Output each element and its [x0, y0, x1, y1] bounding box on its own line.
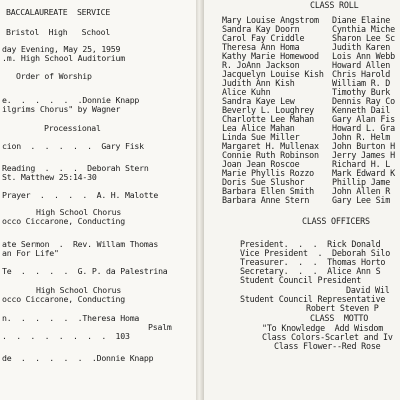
- class-roll-heading: CLASS ROLL: [310, 0, 359, 10]
- roll-name-right: Kenneth Dail: [332, 105, 391, 115]
- officer-line: Student Council President: [240, 275, 362, 285]
- scripture-passage: St. Matthew 25:14-30: [2, 172, 97, 182]
- roll-name-right: Mark Edward K: [332, 168, 395, 178]
- roll-name-right: Howard Allen: [332, 60, 391, 70]
- roll-name-right: Cynthia Miche: [332, 24, 395, 34]
- postlude-line: de . . . . . .Donnie Knapp: [2, 353, 154, 363]
- roll-name-left: Carol Fay Criddle: [222, 33, 305, 43]
- order-of-worship-heading: Order of Worship: [16, 71, 92, 81]
- scripture-reading-line: Reading . . . Deborah Stern: [2, 163, 149, 173]
- motto-line: Class Colors-Scarlet and Iv: [262, 332, 393, 342]
- roll-name-right: Gary Lee Sim: [332, 195, 391, 205]
- program-page: [0, 0, 196, 400]
- roll-name-right: Sharon Lee Sc: [332, 33, 395, 43]
- school-name: Bristol High School: [6, 27, 111, 37]
- roll-name-right: William R. D: [332, 78, 391, 88]
- service-location: .m. High School Auditorium: [2, 53, 125, 63]
- roll-name-left: Jacquelyn Louise Kish: [222, 69, 324, 79]
- officer-line: Student Council Representative: [240, 294, 386, 304]
- roll-name-right: John R. Helm: [332, 132, 391, 142]
- officer-line: Secretary. . . Alice Ann S: [240, 266, 381, 276]
- roll-name-right: Jerry James H: [332, 150, 395, 160]
- officer-line: David Wil: [346, 285, 390, 295]
- roll-name-right: Phillip Jame: [332, 177, 391, 187]
- roll-name-left: Judith Ann Kish: [222, 78, 295, 88]
- benediction-line: n. . . . . .Theresa Homa: [2, 313, 140, 323]
- officer-line: Treasurer. . . Thomas Horto: [240, 257, 386, 267]
- invocation-line: cion . . . . . Gary Fisk: [2, 141, 144, 151]
- roll-name-left: Beverly L. Loughrey: [222, 105, 315, 115]
- roll-name-left: Mary Louise Angstrom: [222, 15, 319, 25]
- psalm-label: Psalm: [148, 322, 172, 332]
- prayer-line: Prayer . . . . A. H. Malotte: [2, 190, 159, 200]
- roll-name-left: Barbara Anne Stern: [222, 195, 310, 205]
- roll-name-right: Dennis Ray Co: [332, 96, 395, 106]
- roll-name-left: Sandra Kay Doorn: [222, 24, 300, 34]
- class-officers-heading: CLASS OFFICERS: [302, 216, 370, 226]
- prelude-line: e. . . . . .Donnie Knapp: [2, 95, 140, 105]
- conductor-credit: occo Ciccarone, Conducting: [2, 216, 125, 226]
- roll-name-left: Charlotte Lee Mahan: [222, 114, 315, 124]
- motto-line: "To Knowledge Add Wisdom: [262, 323, 384, 333]
- roll-name-right: Timothy Burk: [332, 87, 391, 97]
- sermon-title: an For Life": [2, 248, 59, 258]
- service-date: day Evening, May 25, 1959: [2, 44, 121, 54]
- roll-name-left: R. JoAnn Jackson: [222, 60, 300, 70]
- roll-name-right: John Allen R: [332, 186, 391, 196]
- roll-name-right: Diane Elaine: [332, 15, 391, 25]
- page-fold: [196, 0, 204, 400]
- roll-name-right: Chris Harold: [332, 69, 391, 79]
- roll-name-right: Gary Alan Fis: [332, 114, 395, 124]
- roll-name-left: Joan Jean Roscoe: [222, 159, 300, 169]
- roll-name-left: Barbara Ellen Smith: [222, 186, 315, 196]
- roll-name-left: Theresa Ann Homa: [222, 42, 300, 52]
- processional-heading: Processional: [44, 123, 101, 133]
- sermon-line: ate Sermon . Rev. Willam Thomas: [2, 239, 159, 249]
- roll-name-right: Lois Ann Webb: [332, 51, 395, 61]
- class-roll-page: [204, 0, 400, 400]
- roll-name-right: John Burton H: [332, 141, 395, 151]
- roll-name-right: Howard L. Gra: [332, 123, 395, 133]
- roll-name-left: Margaret H. Mullenax: [222, 141, 319, 151]
- officer-line: Vice President . Deborah Silo: [240, 248, 391, 258]
- roll-name-left: Alice Kuhn: [222, 87, 271, 97]
- roll-name-right: Richard H. L: [332, 159, 391, 169]
- roll-name-left: Linda Sue Miller: [222, 132, 300, 142]
- service-title: BACCALAUREATE SERVICE: [6, 7, 111, 17]
- class-motto-heading: CLASS MOTTO: [310, 313, 369, 323]
- roll-name-left: Sandra Kaye Lew: [222, 96, 295, 106]
- chorus-credit-2: High School Chorus: [36, 285, 122, 295]
- psalm-number-line: . . . . . . . . 103: [2, 331, 130, 341]
- roll-name-left: Doris Sue Slushor: [222, 177, 305, 187]
- officer-line: President. . . Rick Donald: [240, 239, 381, 249]
- roll-name-left: Kathy Marie Homewood: [222, 51, 319, 61]
- roll-name-left: Marie Phyllis Rozzo: [222, 168, 315, 178]
- roll-name-left: Lea Alice Mahan: [222, 123, 295, 133]
- anthem-line: Te . . . . G. P. da Palestrina: [2, 266, 168, 276]
- roll-name-right: Judith Karen: [332, 42, 391, 52]
- prelude-piece: ilgrims Chorus" by Wagner: [2, 104, 121, 114]
- chorus-credit: High School Chorus: [36, 207, 122, 217]
- motto-line: Class Flower--Red Rose: [274, 341, 381, 351]
- roll-name-left: Connie Ruth Robinson: [222, 150, 319, 160]
- officer-line: Robert Steven P: [306, 303, 379, 313]
- conductor-credit-2: occo Ciccarone, Conducting: [2, 294, 125, 304]
